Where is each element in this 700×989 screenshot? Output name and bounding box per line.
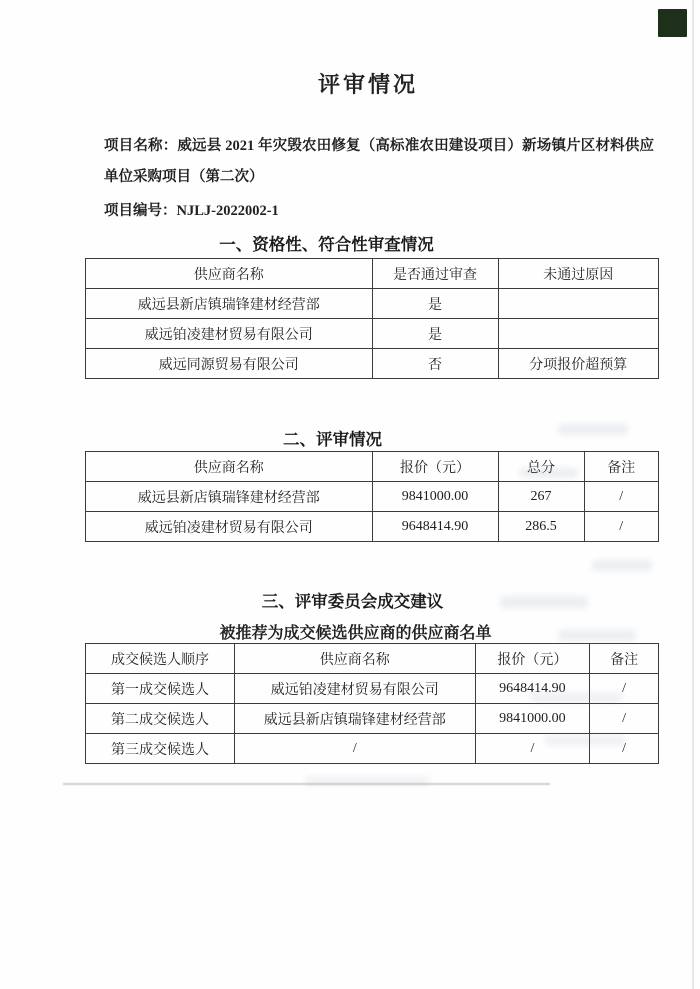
table-cell: 威远铂凌建材贸易有限公司	[234, 674, 475, 704]
column-header: 报价（元）	[372, 452, 498, 482]
bleedthrough-smudge	[305, 776, 430, 786]
table-header-row	[86, 644, 659, 674]
table-cell: 第二成交候选人	[86, 704, 235, 734]
table-cell: 威远铂凌建材贸易有限公司	[86, 512, 373, 542]
table-row	[86, 289, 659, 319]
table-cell: 第三成交候选人	[86, 734, 235, 764]
table-cell: 是	[372, 319, 498, 349]
document-title: 评审情况	[317, 72, 418, 97]
project-name-label: 项目名称：	[104, 138, 178, 154]
section3-subtitle: 被推荐为成交候选供应商的供应商名单	[219, 625, 492, 642]
bleedthrough-smudge	[558, 630, 636, 641]
table-cell: 威远铂凌建材贸易有限公司	[86, 319, 373, 349]
table-cell: 第一成交候选人	[86, 674, 235, 704]
column-header: 供应商名称	[86, 259, 373, 289]
table-cell: 否	[372, 349, 498, 379]
table-row	[86, 482, 659, 512]
table-cell: 威远县新店镇瑞锋建材经营部	[86, 482, 373, 512]
project-name-line	[104, 131, 654, 193]
qualification-table-container	[85, 258, 659, 379]
project-number-label: 项目编号：	[104, 203, 177, 219]
table-cell: /	[590, 704, 659, 734]
column-header: 供应商名称	[86, 452, 373, 482]
column-header: 供应商名称	[234, 644, 475, 674]
bleedthrough-smudge	[545, 735, 625, 746]
table-row	[86, 704, 659, 734]
table-header-row	[86, 259, 659, 289]
column-header: 总分	[498, 452, 584, 482]
table-cell: /	[475, 734, 590, 764]
evaluation-table-container	[85, 451, 659, 542]
table-cell: 9648414.90	[475, 674, 590, 704]
table-row	[86, 349, 659, 379]
table-cell: /	[590, 674, 659, 704]
table-cell: 威远县新店镇瑞锋建材经营部	[86, 289, 373, 319]
table-cell: 267	[498, 482, 584, 512]
project-number-line	[104, 196, 664, 227]
bleedthrough-smudge	[500, 596, 588, 608]
project-name-value: 威远县 2021 年灾毁农田修复（高标准农田建设项目）新场镇片区材料供应单位采购项目（第二次）	[104, 138, 655, 185]
evaluation-result-table	[85, 451, 659, 542]
column-header: 备注	[584, 452, 659, 482]
section1-heading: 一、资格性、符合性审查情况	[219, 235, 434, 254]
table-cell: /	[590, 734, 659, 764]
column-header: 备注	[590, 644, 659, 674]
table-row	[86, 319, 659, 349]
table-cell: 9841000.00	[372, 482, 498, 512]
table-cell: /	[234, 734, 475, 764]
bleedthrough-smudge	[530, 692, 622, 703]
table-cell: 9841000.00	[475, 704, 590, 734]
table-cell: 9648414.90	[372, 512, 498, 542]
column-header: 未通过原因	[498, 259, 658, 289]
table-cell: 威远县新店镇瑞锋建材经营部	[234, 704, 475, 734]
corner-mark	[658, 9, 687, 37]
bleedthrough-smudge	[558, 424, 628, 435]
bleedthrough-smudge	[520, 468, 578, 478]
table-cell: 是	[372, 289, 498, 319]
table-row	[86, 512, 659, 542]
section2-heading: 二、评审情况	[283, 430, 382, 449]
bleedthrough-smudge	[592, 560, 652, 571]
scan-edge-shadow	[692, 0, 694, 989]
qualification-review-table	[85, 258, 659, 379]
column-header: 是否通过审查	[372, 259, 498, 289]
table-cell	[498, 319, 658, 349]
table-cell	[498, 289, 658, 319]
table-cell: 威远同源贸易有限公司	[86, 349, 373, 379]
column-header: 报价（元）	[475, 644, 590, 674]
section3-heading: 三、评审委员会成交建议	[261, 592, 444, 611]
table-cell: 286.5	[498, 512, 584, 542]
table-cell: 分项报价超预算	[498, 349, 658, 379]
table-cell: /	[584, 512, 659, 542]
column-header: 成交候选人顺序	[86, 644, 235, 674]
table-cell: /	[584, 482, 659, 512]
project-number-value: NJLJ-2022002-1	[176, 203, 279, 219]
